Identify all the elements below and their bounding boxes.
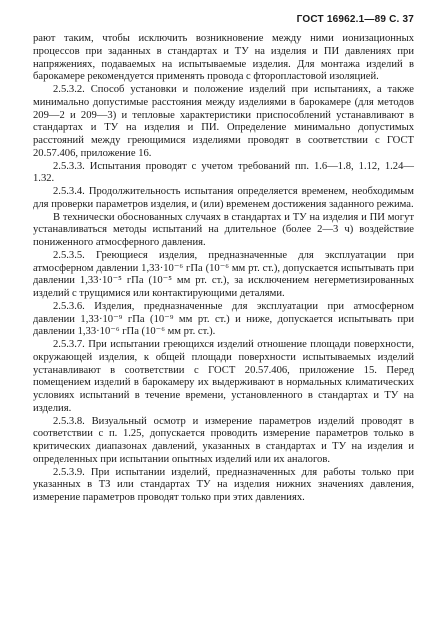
paragraph-2-5-3-7: 2.5.3.7. При испытании греющихся изделий отношение площади поверхности, окружающей изделия, к общей площади поверхности испытываемых изделий устанавливают в соответствии с ГОСТ 20.57.406, приложение 15. Перед помещением изделий в барокамеру их выдерживают в нормальных климатических условиях испытаний в течение времени, установленного в стандартах и ТУ на изделия. [33, 339, 414, 414]
paragraph-2-5-3-6: 2.5.3.6. Изделия, предназначенные для эксплуатации при атмосферном давлении 1,33·10⁻⁹ гПа (10⁻⁹ мм рт. ст.) и ниже, допускается испытывать при давлении 1,33·10⁻⁶ гПа (10⁻⁶ мм рт. ст.). [33, 300, 414, 338]
paragraph-continuation: рают таким, чтобы исключить возникновение между ними ионизационных процессов при заданных в стандартах и ТУ на изделия и ПИ давлениях при напряжениях, подаваемых на испытываемые изделия. Для монтажа изделий в барокамере рекомендуется применять провода с фторопластовой изоляцией. [33, 33, 414, 83]
running-header: ГОСТ 16962.1—89 С. 37 [296, 14, 414, 25]
body-text [33, 33, 414, 505]
paragraph-special-cases: В технически обоснованных случаях в стандартах и ТУ на изделия и ПИ могут устанавливаться методы испытаний на длительное (более 2—3 ч) воздействие пониженного атмосферного давления. [33, 211, 414, 248]
paragraph-2-5-3-8: 2.5.3.8. Визуальный осмотр и измерение параметров изделий проводят в соответствии с п. 1.25, допускается проводить измерение параметров только в критических диапазонах давлений, указанных в стандартах и ТУ на изделия и определенных при испытании опытных изделий или их аналогов. [33, 415, 414, 465]
paragraph-2-5-3-3: 2.5.3.3. Испытания проводят с учетом требований пп. 1.6—1.8, 1.12, 1.24—1.32. [33, 160, 414, 185]
paragraph-2-5-3-5: 2.5.3.5. Греющиеся изделия, предназначенные для эксплуатации при атмосферном давлении 1,33·10⁻⁶ гПа (10⁻⁶ мм рт. ст.), допускается испытывать при давлении 1,33·10⁻⁵ гПа (10⁻⁵ мм рт. ст.), за исключением негерметизированных изделий с трущимися или контактирующими деталями. [33, 249, 414, 299]
paragraph-2-5-3-2: 2.5.3.2. Способ установки и положение изделий при испытаниях, а также минимально допустимые расстояния между изделиями в барокамере (для методов 209—2 и 209—3) и тепловые характеристики приспособлений устанавливают в стандартах и ТУ на изделия и ПИ. Определение минимально допустимых расстояний между греющимися изделиями проводят в соответствии с ГОСТ 20.57.406, приложение 16. [33, 84, 414, 159]
paragraph-2-5-3-4: 2.5.3.4. Продолжительность испытания определяется временем, необходимым для проверки параметров изделия, и (или) временем достижения заданного режима. [33, 186, 414, 210]
paragraph-2-5-3-9: 2.5.3.9. При испытании изделий, предназначенных для работы только при указанных в ТЗ или стандартах ТУ на изделия нижних значениях давления, измерение параметров проводят только при этих давлениях. [33, 466, 414, 503]
